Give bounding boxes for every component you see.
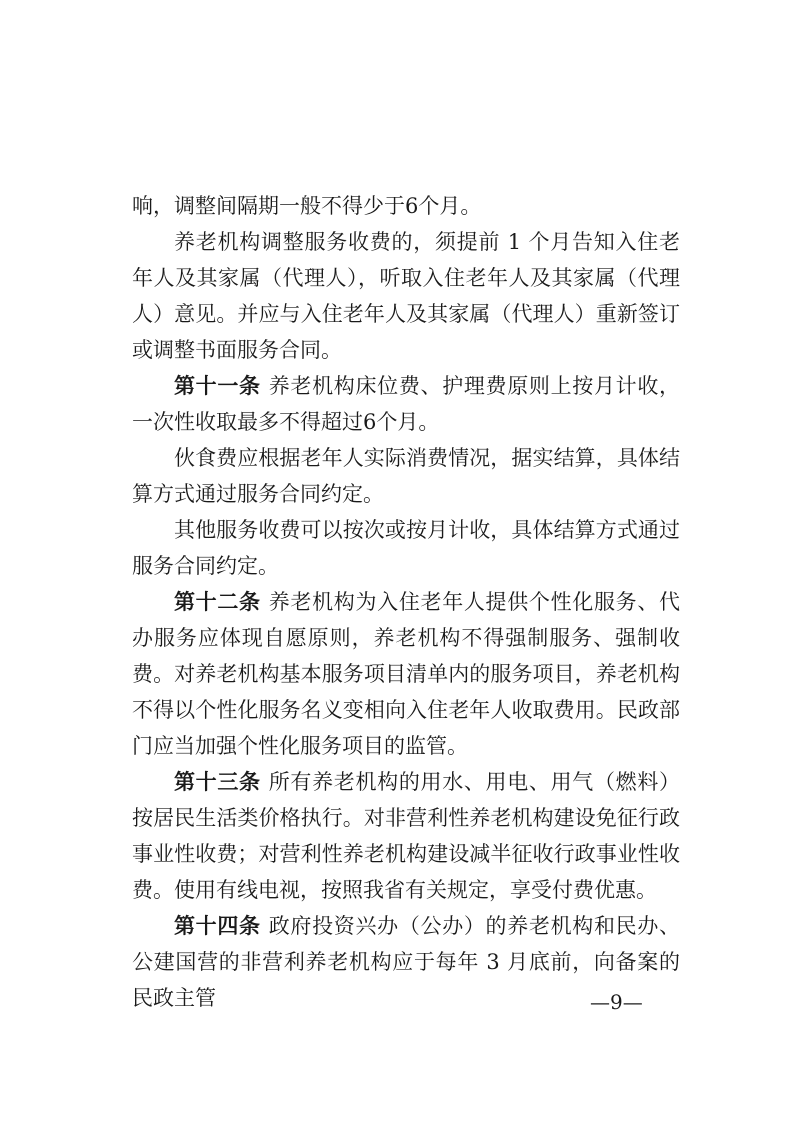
paragraph-1-text: 响，调整间隔期一般不得少于6个月。 — [132, 194, 482, 218]
paragraph-2 — [132, 224, 680, 368]
article-11-heading: 第十一条 — [174, 373, 269, 398]
paragraph-5-text: 其他服务收费可以按次或按月计收，具体结算方式通过服务合同约定。 — [132, 518, 680, 578]
page-number: —9— — [590, 990, 643, 1014]
article-13-heading: 第十三条 — [174, 769, 269, 794]
body-text — [132, 188, 680, 1016]
article-11-text: 养老机构床位费、护理费原则上按月计收，一次性收取最多不得超过6个月。 — [132, 374, 681, 434]
article-12-heading: 第十二条 — [174, 589, 269, 614]
article-14-heading: 第十四条 — [174, 913, 269, 938]
article-13 — [132, 764, 680, 908]
article-12-text: 养老机构为入住老年人提供个性化服务、代办服务应体现自愿原则，养老机构不得强制服务、强制收费。对养老机构基本服务项目清单内的服务项目，养老机构不得以个性化服务名义变相向入住老年人收取费用。民政部门应当加强个性化服务项目的监管。 — [132, 590, 681, 758]
article-13-text: 所有养老机构的用水、用电、用气（燃料）按居民生活类价格执行。对非营利性养老机构建设免征行政事业性收费；对营利性养老机构建设减半征收行政事业性收费。使用有线电视，按照我省有关规定，享受付费优惠。 — [132, 770, 681, 902]
paragraph-2-text: 养老机构调整服务收费的，须提前 1 个月告知入住老年人及其家属（代理人），听取入住老年人及其家属（代理人）意见。并应与入住老年人及其家属（代理人）重新签订或调整书面服务合同。 — [132, 230, 680, 362]
article-11 — [132, 368, 680, 440]
paragraph-1 — [132, 188, 680, 224]
article-12 — [132, 584, 680, 764]
paragraph-4-text: 伙食费应根据老年人实际消费情况，据实结算，具体结算方式通过服务合同约定。 — [132, 446, 680, 506]
article-14-text: 政府投资兴办（公办）的养老机构和民办、公建国营的非营利养老机构应于每年 3 月底前，向备案的民政主管 — [132, 914, 681, 1010]
paragraph-5 — [132, 512, 680, 584]
paragraph-4 — [132, 440, 680, 512]
